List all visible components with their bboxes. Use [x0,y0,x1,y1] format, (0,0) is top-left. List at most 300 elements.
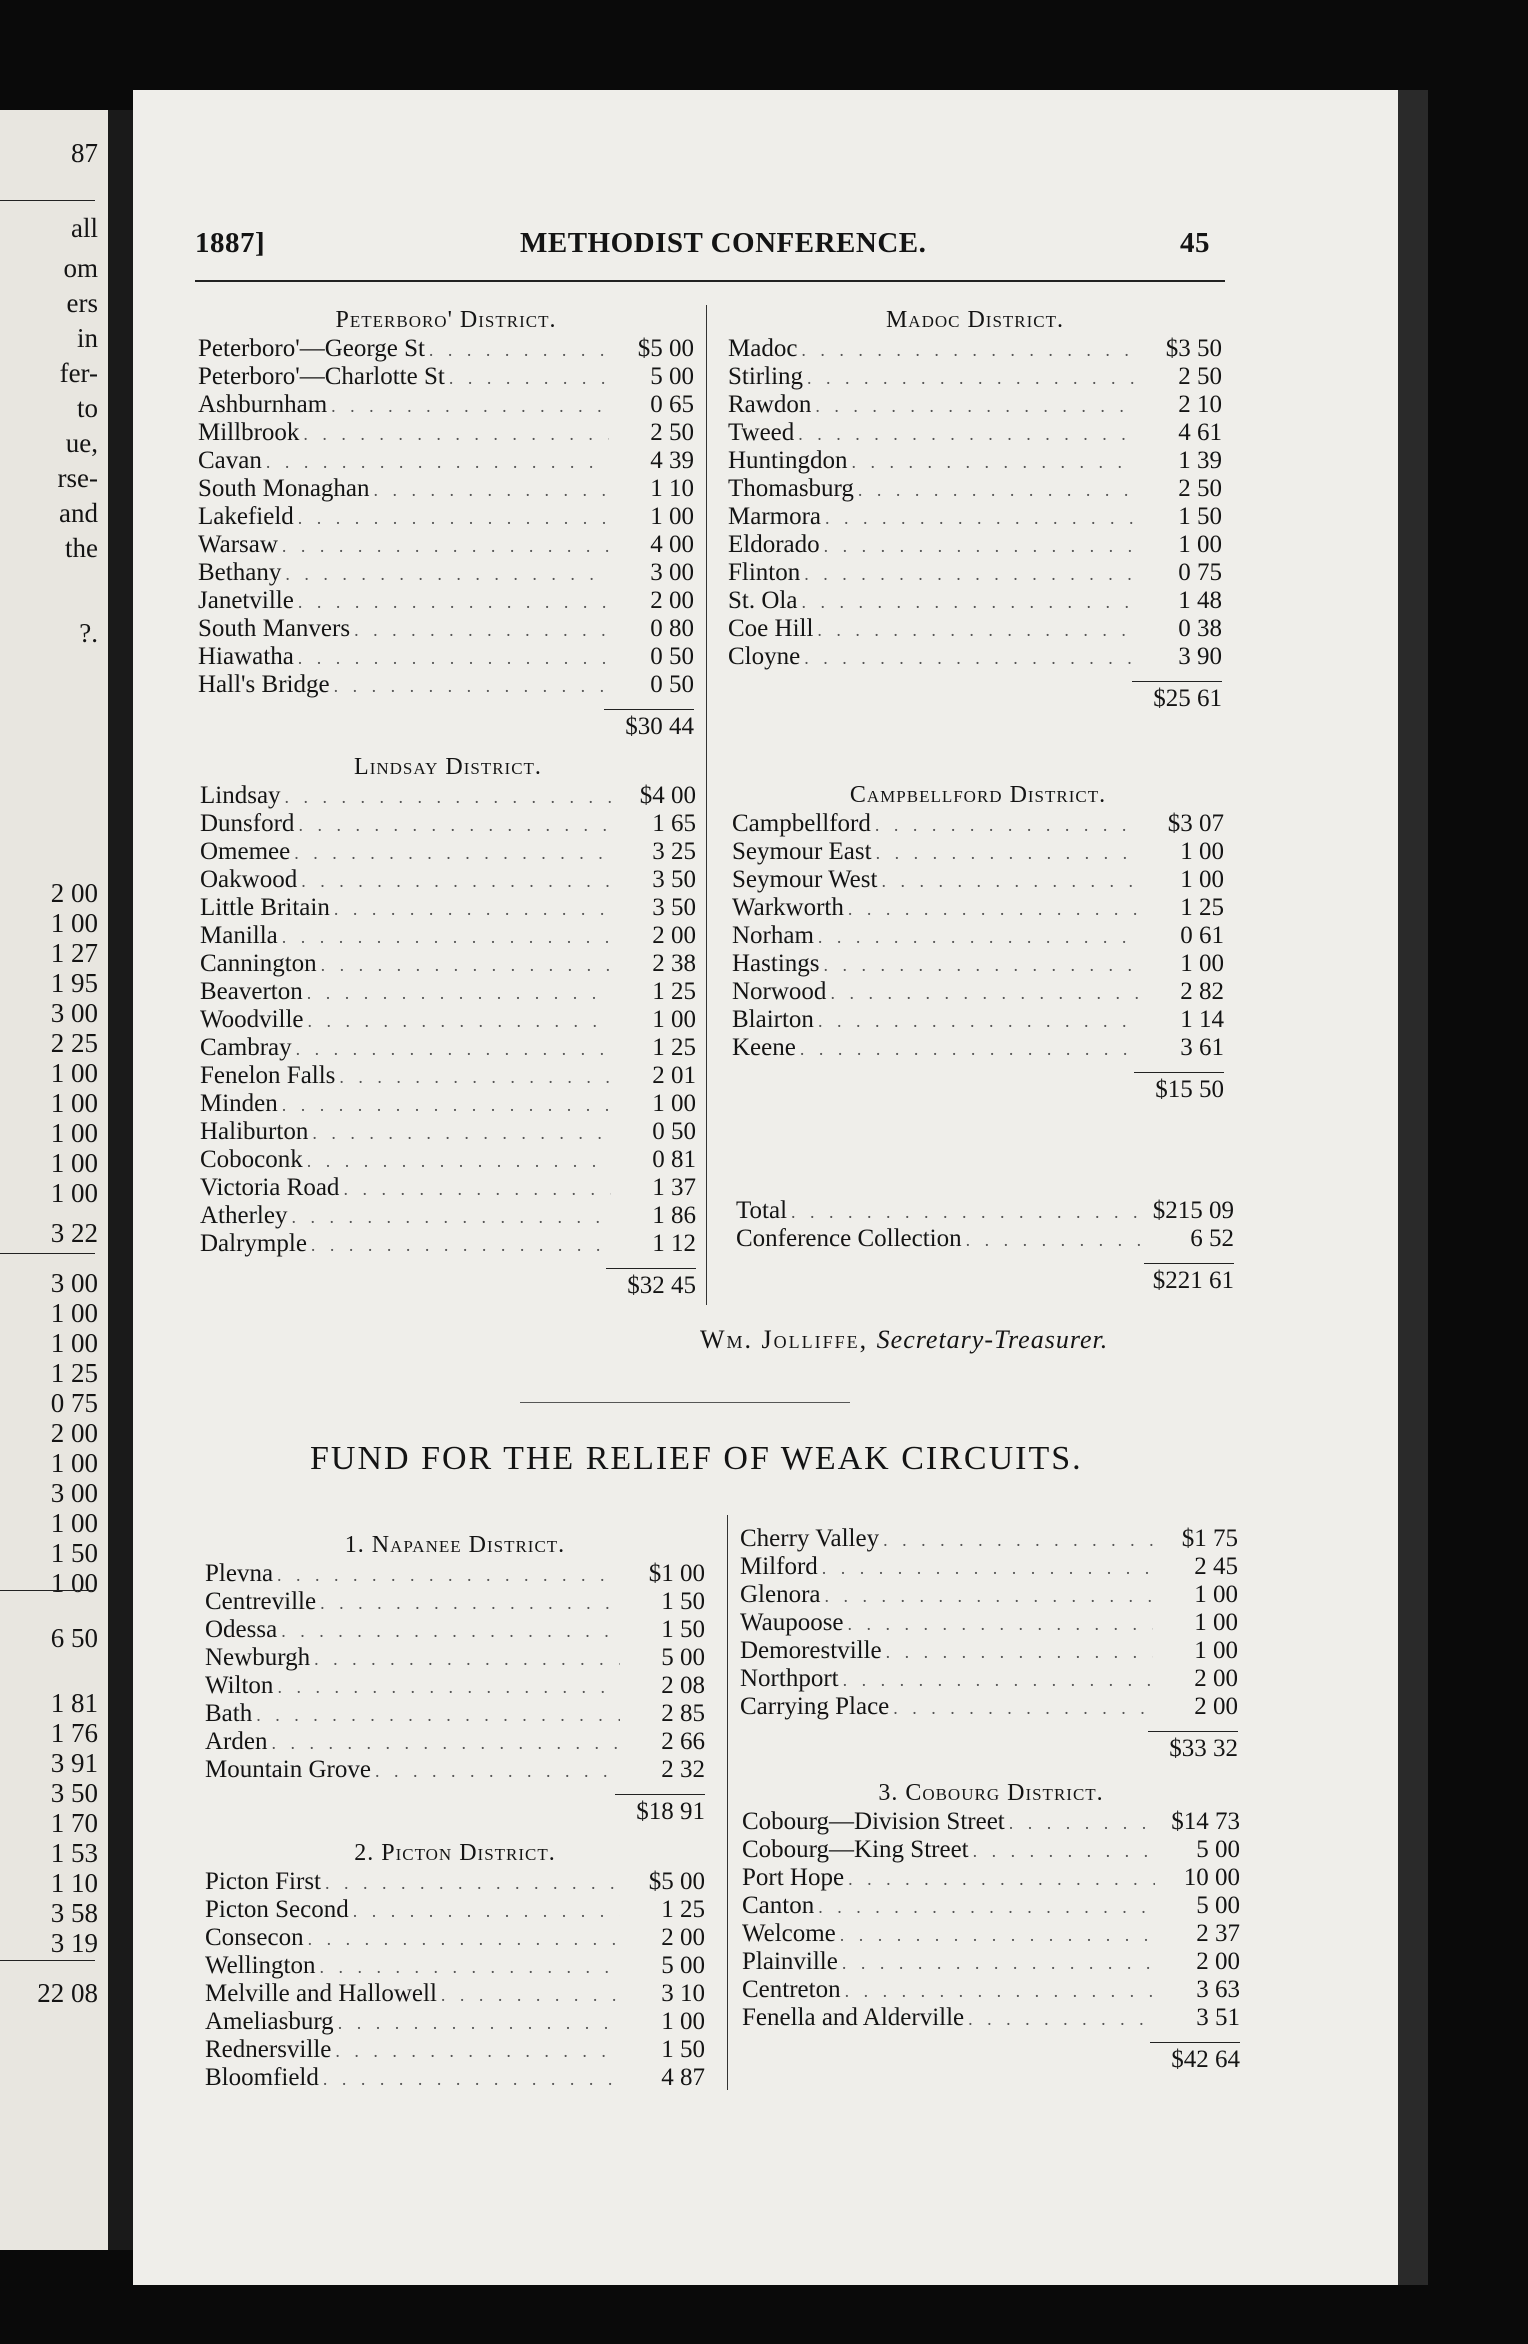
amount: 1 86 [652,1202,696,1229]
table-row [200,1090,696,1118]
table-row [742,1864,1240,1892]
district-total: $33 32 [1169,1735,1238,1762]
table-row [740,1525,1238,1553]
amount: 2 00 [661,1924,705,1951]
circuit-name: Seymour East [732,838,872,865]
leader-dots [343,1175,611,1203]
circuit-name: Stirling [728,363,804,390]
circuit-name: Arden [205,1728,268,1755]
amount: $215 09 [1152,1197,1234,1224]
table-row [736,1225,1234,1253]
column-divider-bottom [727,1515,728,2090]
amount: 1 14 [1180,1006,1224,1033]
circuit-name: Oakwood [200,866,298,893]
leader-dots [331,392,609,420]
previous-page-text: 1 10 [50,1868,98,1898]
previous-page-text: 3 19 [50,1928,98,1958]
circuit-name: Victoria Road [200,1174,340,1201]
table-row [728,475,1222,503]
leader-dots [314,1645,620,1673]
amount: 2 50 [1178,475,1222,502]
circuit-name: Fenella and Alderville [742,2004,965,2031]
previous-page-text: 2 00 [50,878,98,908]
circuit-name: Keene [732,1034,796,1061]
leader-dots [881,867,1139,895]
leader-dots [830,979,1139,1007]
circuit-name: Cobourg—King Street [742,1836,969,1863]
previous-page-rule [0,1960,95,1961]
circuit-name: Melville and Hallowell [205,1980,437,2007]
circuit-name: Haliburton [200,1118,309,1145]
table-row [736,1197,1234,1225]
leader-dots [791,1198,1149,1226]
table-row [205,2008,705,2036]
amount: $3 07 [1167,810,1224,837]
previous-page-text: 0 75 [50,1388,98,1418]
fund-title: FUND FOR THE RELIEF OF WEAK CIRCUITS. [310,1440,1083,1477]
amount: $14 73 [1171,1808,1240,1835]
table-row [200,838,696,866]
leader-dots [353,1897,620,1925]
header-rule [195,280,1225,282]
amount: $4 00 [639,782,696,809]
district-total: $30 44 [625,713,694,740]
total-rule [1134,1062,1224,1073]
previous-page-text: 3 22 [50,1218,98,1248]
previous-page-text: 1 76 [50,1718,98,1748]
table-row [728,335,1222,363]
leader-dots [840,1921,1155,1949]
leader-dots [282,923,611,951]
amount: 3 25 [652,838,696,865]
previous-page-text: in [76,323,98,353]
leader-dots [429,336,609,364]
running-head-title: METHODIST CONFERENCE. [520,227,927,259]
previous-page-text: 1 25 [50,1358,98,1388]
circuit-name: Centreville [205,1588,317,1615]
previous-page-text: 1 81 [50,1688,98,1718]
leader-dots [323,2065,620,2093]
circuit-name: Mountain Grove [205,1756,371,1783]
leader-dots [800,1035,1139,1063]
previous-page-text: 3 00 [50,1478,98,1508]
table-row [728,587,1222,615]
madoc-district [728,305,1222,716]
amount: 1 65 [652,810,696,837]
table-row [205,1672,705,1700]
table-row [205,1980,705,2008]
table-row [205,1952,705,1980]
table-row [740,1553,1238,1581]
circuit-name: Welcome [742,1920,836,1947]
amount: 1 10 [650,475,694,502]
table-row [200,1034,696,1062]
leader-dots [842,1949,1155,1977]
previous-page-text: 1 00 [50,1178,98,1208]
total-rule [1144,1253,1234,1264]
amount: 1 12 [652,1230,696,1257]
leader-dots [375,1757,620,1785]
previous-page-text: fer- [59,358,98,388]
table-row [728,615,1222,643]
amount: 1 39 [1178,447,1222,474]
leader-dots [818,923,1139,951]
table-row [742,1808,1240,1836]
section-divider [520,1402,850,1403]
amount: 2 10 [1178,391,1222,418]
circuit-name: Centreton [742,1976,841,2003]
leader-dots [374,476,609,504]
circuit-name: Beaverton [200,978,303,1005]
circuit-name: Lindsay [200,782,281,809]
leader-dots [256,1701,620,1729]
district-total: $15 50 [1155,1076,1224,1103]
table-row [740,1637,1238,1665]
amount: 1 37 [652,1174,696,1201]
table-row [198,671,694,699]
amount: 2 38 [652,950,696,977]
leader-dots [308,1925,620,1953]
previous-page-text: 1 95 [50,968,98,998]
table-row [198,503,694,531]
leader-dots [807,364,1137,392]
table-row [732,950,1224,978]
amount: 2 45 [1194,1553,1238,1580]
leader-dots [319,1953,620,1981]
district-total: $32 45 [627,1272,696,1299]
circuit-name: Omemee [200,838,291,865]
table-row [728,559,1222,587]
table-row [200,922,696,950]
circuit-name: Waupoose [740,1609,844,1636]
circuit-name: Picton Second [205,1896,349,1923]
table-row [732,810,1224,838]
table-row [740,1609,1238,1637]
circuit-name: Peterboro'—George St [198,335,425,362]
table-row [728,447,1222,475]
circuit-name: Huntingdon [728,447,848,474]
campbellford-district [732,780,1224,1107]
circuit-name: Consecon [205,1924,304,1951]
table-row [205,1588,705,1616]
circuit-name: Conference Collection [736,1225,962,1252]
leader-dots [338,2009,620,2037]
previous-page-text: 1 00 [50,1298,98,1328]
running-head-year: 1887] [195,227,266,259]
circuit-name: Little Britain [200,894,330,921]
table-row [200,894,696,922]
circuit-name: Marmora [728,503,822,530]
previous-page-text: 3 91 [50,1748,98,1778]
circuit-name: Cloyne [728,643,801,670]
table-row [200,1230,696,1258]
table-row [205,1868,705,1896]
circuit-name: Millbrook [198,419,300,446]
previous-page-text: 1 00 [50,1448,98,1478]
circuit-name: Cherry Valley [740,1525,880,1552]
table-row [200,1006,696,1034]
leader-dots [320,1589,620,1617]
circuit-name: Coe Hill [728,615,814,642]
amount: 2 82 [1180,978,1224,1005]
leader-dots [825,504,1137,532]
circuit-name: Ameliasburg [205,2008,334,2035]
leader-dots [335,2037,620,2065]
table-row [728,391,1222,419]
amount: 1 50 [661,1616,705,1643]
total-rule [1148,1721,1238,1732]
table-row [205,1756,705,1784]
leader-dots [883,1526,1153,1554]
leader-dots [886,1638,1153,1666]
leader-dots [843,1666,1153,1694]
district-title: Lindsay District. [354,754,542,780]
previous-page-text: 6 50 [50,1623,98,1653]
total-rule [1150,2032,1240,2043]
leader-dots [282,532,609,560]
table-row [205,1728,705,1756]
circuit-name: Dalrymple [200,1230,307,1257]
circuit-name: Cobourg—Division Street [742,1808,1005,1835]
picton-district-continued [740,1525,1238,1766]
total-rule [604,699,694,710]
circuit-name: Janetville [198,587,294,614]
leader-dots [334,672,609,700]
circuit-name: Cavan [198,447,262,474]
amount: 1 00 [652,1006,696,1033]
table-row [200,1118,696,1146]
leader-dots [271,1729,620,1757]
previous-page-text: the [65,533,98,563]
table-row [732,1006,1224,1034]
circuit-name: South Manvers [198,615,351,642]
previous-page-text: ue, [65,428,98,458]
previous-page-text: 1 00 [50,908,98,938]
circuit-name: Glenora [740,1581,821,1608]
amount: 1 00 [661,2008,705,2035]
circuit-name: Blairton [732,1006,814,1033]
amount: 0 65 [650,391,694,418]
leader-dots [294,839,611,867]
district-title: Madoc District. [885,307,1065,333]
amount: 1 25 [652,978,696,1005]
amount: 1 00 [1194,1581,1238,1608]
amount: 2 50 [1178,363,1222,390]
page-number: 45 [1180,227,1210,259]
table-row [205,1924,705,1952]
page-edge [1398,90,1428,2285]
leader-dots [334,895,611,923]
amount: 1 00 [1180,838,1224,865]
amount: 1 00 [652,1090,696,1117]
leader-dots [876,839,1139,867]
leader-dots [801,588,1137,616]
leader-dots [281,1617,620,1645]
amount: 0 38 [1178,615,1222,642]
table-row [205,1616,705,1644]
table-row [732,1034,1224,1062]
amount: $3 50 [1165,335,1222,362]
leader-dots [307,979,611,1007]
previous-page-text: 3 58 [50,1898,98,1928]
district-title: 2. Picton District. [354,1840,556,1866]
leader-dots [321,951,611,979]
previous-page-text: and [59,498,98,528]
amount: 2 50 [650,419,694,446]
previous-page-text: 3 50 [50,1778,98,1808]
table-row [728,419,1222,447]
district-total: $42 64 [1171,2046,1240,2073]
amount: 1 00 [650,503,694,530]
table-row [205,2064,705,2092]
table-row [742,1920,1240,1948]
leader-dots [277,1673,620,1701]
district-title: 1. Napanee District. [344,1532,566,1558]
amount: 3 10 [661,1980,705,2007]
leader-dots [858,476,1137,504]
previous-page-text: 1 00 [50,1328,98,1358]
amount: 0 80 [650,615,694,642]
circuit-name: Woodville [200,1006,304,1033]
table-row [198,531,694,559]
previous-page-text: 87 [71,138,98,168]
amount: 1 50 [661,1588,705,1615]
leader-dots [968,2005,1155,2033]
previous-page-text: all [71,213,98,243]
amount: 1 00 [1194,1609,1238,1636]
circuit-name: Warkworth [732,894,844,921]
table-row [198,475,694,503]
leader-dots [308,1007,611,1035]
peterboro-district [198,305,694,744]
leader-dots [301,867,611,895]
circuit-name: Canton [742,1892,815,1919]
table-row [205,2036,705,2064]
amount: 5 00 [1196,1892,1240,1919]
leader-dots [325,1869,620,1897]
leader-dots [851,448,1137,476]
amount: 1 25 [661,1896,705,1923]
circuit-name: Dunsford [200,810,295,837]
leader-dots [307,1147,611,1175]
signature-role: Secretary-Treasurer. [876,1325,1109,1354]
table-row [198,391,694,419]
amount: $1 00 [648,1560,705,1587]
amount: 2 00 [1196,1948,1240,1975]
table-row [728,363,1222,391]
table-row [728,531,1222,559]
leader-dots [282,1091,611,1119]
leader-dots [804,644,1137,672]
amount: 4 39 [650,447,694,474]
circuit-name: Manilla [200,922,278,949]
table-row [740,1693,1238,1721]
leader-dots [312,1119,611,1147]
amount: 1 00 [1180,866,1224,893]
napanee-district [205,1530,705,1829]
circuit-name: Fenelon Falls [200,1062,336,1089]
leader-dots [804,560,1137,588]
amount: 0 75 [1178,559,1222,586]
leader-dots [277,1561,620,1589]
table-row [728,503,1222,531]
table-row [732,978,1224,1006]
amount: 3 90 [1178,643,1222,670]
leader-dots [845,1977,1155,2005]
leader-dots [339,1063,611,1091]
circuit-name: Hall's Bridge [198,671,330,698]
table-row [200,782,696,810]
circuit-name: Peterboro'—Charlotte St [198,363,445,390]
circuit-name: Hastings [732,950,820,977]
amount: 1 48 [1178,587,1222,614]
amount: 0 50 [650,671,694,698]
previous-page-text: 22 08 [37,1978,98,2008]
leader-dots [354,616,609,644]
amount: 2 00 [652,922,696,949]
amount: 1 25 [652,1034,696,1061]
table-row [732,922,1224,950]
amount: 3 63 [1196,1976,1240,2003]
circuit-name: Demorestville [740,1637,882,1664]
circuit-name: Bethany [198,559,282,586]
previous-page-text: ?. [79,618,98,648]
table-row [728,643,1222,671]
table-row [205,1560,705,1588]
amount: 1 00 [1180,950,1224,977]
circuit-name: Bloomfield [205,2064,319,2091]
leader-dots [875,811,1139,839]
previous-page-text: 3 00 [50,998,98,1028]
circuit-name: Warsaw [198,531,278,558]
amount: 2 00 [1194,1693,1238,1720]
amount: 1 00 [1178,531,1222,558]
leader-dots [848,895,1139,923]
column-divider-top [706,305,707,1305]
district-total: $25 61 [1153,685,1222,712]
leader-dots [801,336,1137,364]
leader-dots [966,1226,1149,1254]
total-rule [606,1258,696,1269]
circuit-name: Cambray [200,1034,292,1061]
circuit-name: Rawdon [728,391,812,418]
previous-page-text: 1 00 [50,1508,98,1538]
circuit-name: Tweed [728,419,795,446]
circuit-name: Bath [205,1700,253,1727]
cobourg-district [742,1778,1240,2077]
amount: 2 00 [1194,1665,1238,1692]
previous-page-text: 1 53 [50,1838,98,1868]
leader-dots [298,588,609,616]
leader-dots [824,532,1137,560]
amount: 5 00 [1196,1836,1240,1863]
amount: 10 00 [1183,1864,1240,1891]
circuit-name: Flinton [728,559,801,586]
table-row [742,1836,1240,1864]
previous-page-text: 1 50 [50,1538,98,1568]
table-row [740,1665,1238,1693]
previous-page-text: 1 70 [50,1808,98,1838]
leader-dots [825,1582,1153,1610]
amount: 0 50 [652,1118,696,1145]
previous-page-text: rse- [57,463,98,493]
table-row [200,1202,696,1230]
district-total: $221 61 [1152,1267,1234,1294]
table-row [200,866,696,894]
district-total: $18 91 [636,1798,705,1825]
circuit-name: Campbellford [732,810,871,837]
table-row [740,1581,1238,1609]
